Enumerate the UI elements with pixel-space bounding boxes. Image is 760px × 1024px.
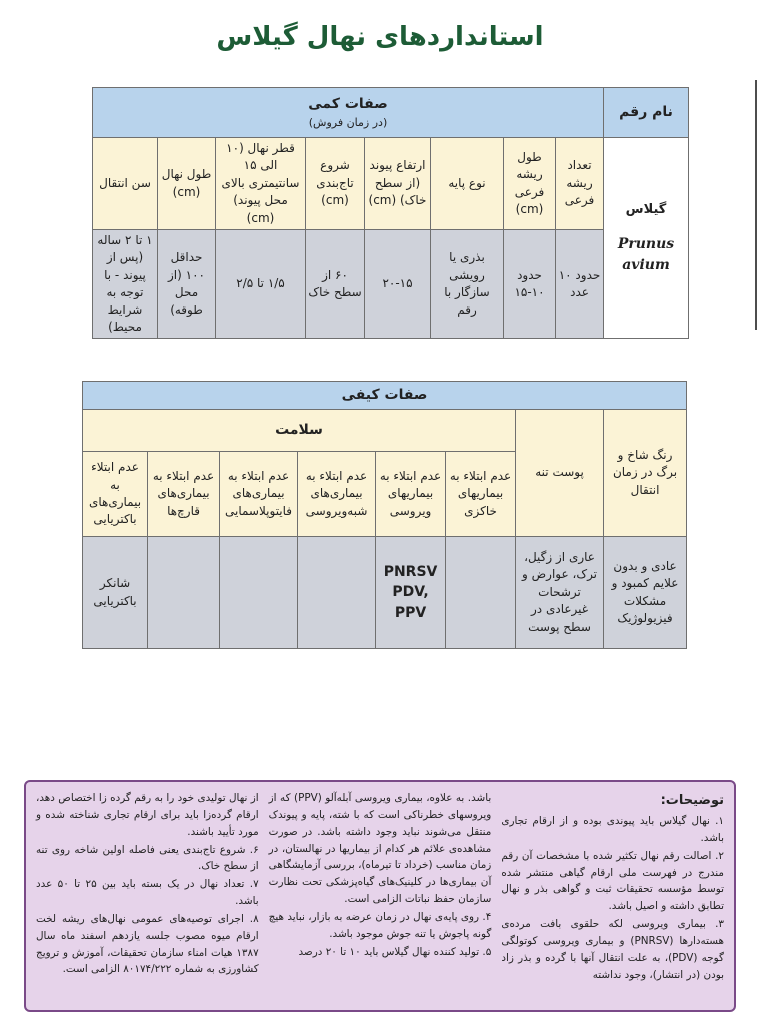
cultivar-latin: Prunus avium xyxy=(617,236,675,273)
note-item: ۷. تعداد نهال در یک بسته باید بین ۲۵ تا ۵۰ عدد باشد. xyxy=(35,878,259,908)
note-item: از نهال تولیدی خود را به رقم گرده زا اختصاص دهد، ارقام گرده‌زا باید برای ارقام تجاری شناخته شده و مورد تأیید باشند. xyxy=(35,792,259,838)
col-header-graft-height: ارتفاع پیوند (از سطح خاک) (cm) xyxy=(365,138,431,230)
qual-title: صفات کیفی xyxy=(83,382,687,410)
value-transfer-age: ۱ تا ۲ ساله (پس از پیوند - با توجه به شرایط محیط) xyxy=(93,230,158,339)
note-item: ۱. نهال گیلاس باید پیوندی بوده و از ارقام تجاری باشد. xyxy=(501,815,724,844)
value-root-count: حدود ۱۰ عدد xyxy=(556,230,604,339)
health-col-phytoplasma: عدم ابتلاء به بیماری‌های فایتوپلاسمایی xyxy=(220,452,298,537)
page-title: استانداردهای نهال گیلاس xyxy=(216,22,544,52)
health-col-viroid: عدم ابتلاء به بیماری‌های شبه‌ویروسی xyxy=(298,452,376,537)
health-col-fungal: عدم ابتلاء به بیماری‌های قارچ‌ها xyxy=(148,452,220,537)
color-value: عادی و بدون علایم کمبود و مشکلات فیزیولوژیک xyxy=(604,537,687,649)
cultivar-header: نام رقم xyxy=(604,88,689,138)
note-item: ۴. روی پایه‌ی نهال در زمان عرضه به بازار، نباید هیچ گونه پاجوش یا تنه جوش موجود باشد. xyxy=(268,910,492,940)
health-col-soil: عدم ابتلاء به بیماریهای خاکزی xyxy=(446,452,516,537)
col-header-root-length: طول ریشه فرعی (cm) xyxy=(504,138,556,230)
health-value-phytoplasma xyxy=(220,537,298,649)
notes-column-1 xyxy=(501,790,724,1002)
value-diameter: ۱/۵ تا ۲/۵ xyxy=(216,230,306,339)
health-value-soil xyxy=(446,537,516,649)
cultivar-name: گیلاس xyxy=(625,202,667,218)
value-root-length: حدود ۱۰-۱۵ xyxy=(504,230,556,339)
notes-heading: توضیحات: xyxy=(660,793,724,808)
bark-value: عاری از زگیل، ترک، عوارض و ترشحات غیرعادی در سطح پوست xyxy=(516,537,604,649)
note-item: ۶. شروع تاج‌بندی یعنی فاصله اولین شاخه روی تنه از سطح خاک. xyxy=(35,843,259,873)
quant-title-cell xyxy=(93,88,604,138)
col-header-transfer-age: سن انتقال xyxy=(93,138,158,230)
value-seedling-length: حداقل ۱۰۰ (از محل طوقه) xyxy=(158,230,216,339)
health-header: سلامت xyxy=(83,410,516,452)
note-item: باشد. به علاوه، بیماری ویروسی آبله‌آلو (PPV) که از ویروسهای خطرناکی است که با شته، پایه و پیوندک منتقل می‌شوند نباید وجود داشته باشد. در صورت مشاهده‌ی علائم هر کدام از بیماریها در نهالستان، در زمان مناسب (خرداد تا تیرماه)، بررسی آزمایشگاهی آن بیماری‌ها در کلینیک‌های گیاه‌پزشکی تحت نظارت سازمان حفظ نباتات الزامی است. xyxy=(268,792,492,906)
note-item: ۸. اجرای توصیه‌های عمومی نهال‌های ریشه لخت ارقام میوه مصوب جلسه یازدهم اسفند ماه سال ۱۳۸۷ هیات امناء سازمان تحقیقات، آموزش و ترویج کشاورزی به شماره ۸۰۱۷۴/۲۲۲ الزامی است. xyxy=(35,912,259,976)
col-header-root-count: تعداد ریشه فرعی xyxy=(556,138,604,230)
cultivar-cell xyxy=(604,138,689,339)
bark-header: پوست تنه xyxy=(516,410,604,537)
page-edge-divider xyxy=(755,80,757,330)
color-header: رنگ شاخ و برگ در زمان انتقال xyxy=(604,410,687,537)
col-header-canopy-start: شروع تاج‌بندی (cm) xyxy=(306,138,365,230)
notes-column-3 xyxy=(36,790,259,1002)
note-item: ۲. اصالت رقم نهال تکثیر شده با مشخصات آن رقم مندرج در فهرست ملی ارقام گیاهی منتشر شده توسط مؤسسه تحقیقات ثبت و گواهی بذر و نهال تطابق داشته و اصیل باشد. xyxy=(501,849,724,913)
note-item: ۵. تولید کننده نهال گیلاس باید ۱۰ تا ۲۰ درصد xyxy=(298,945,492,958)
col-header-diameter: قطر نهال (۱۰ الی ۱۵ سانتیمتری بالای محل پیوند) (cm) xyxy=(216,138,306,230)
value-rootstock-type: بذری یا رویشی سازگار با رقم xyxy=(431,230,504,339)
value-graft-height: ۲۰-۱۵ xyxy=(365,230,431,339)
qualitative-traits-table xyxy=(82,381,687,649)
quantitative-traits-table xyxy=(92,87,689,339)
health-value-viral: PNRSV PDV, PPV xyxy=(376,537,446,649)
note-item: ۳. بیماری ویروسی لکه حلقوی بافت مرده‌ی هسته‌دارها (PNRSV) و بیماری ویروسی کوتولگی گوجه (PDV)، به علت انتقال آنها با گرده و بذر زاد بودن (در انتشار)، وجود نداشته xyxy=(501,918,724,981)
value-canopy-start: ۶۰ از سطح خاک xyxy=(306,230,365,339)
health-col-bacterial: عدم ابتلاء به بیماری‌های باکتریایی xyxy=(83,452,148,537)
col-header-rootstock-type: نوع پایه xyxy=(431,138,504,230)
health-col-viral: عدم ابتلاء به بیماریهای ویروسی xyxy=(376,452,446,537)
health-value-viroid xyxy=(298,537,376,649)
health-value-bacterial: شانکر باکتریایی xyxy=(83,537,148,649)
notes-column-2 xyxy=(269,790,492,1002)
quant-subtitle: (در زمان فروش) xyxy=(308,115,388,129)
health-value-fungal xyxy=(148,537,220,649)
quant-title: صفات کمی xyxy=(308,96,388,113)
col-header-seedling-length: طول نهال (cm) xyxy=(158,138,216,230)
notes-box xyxy=(24,780,736,1012)
